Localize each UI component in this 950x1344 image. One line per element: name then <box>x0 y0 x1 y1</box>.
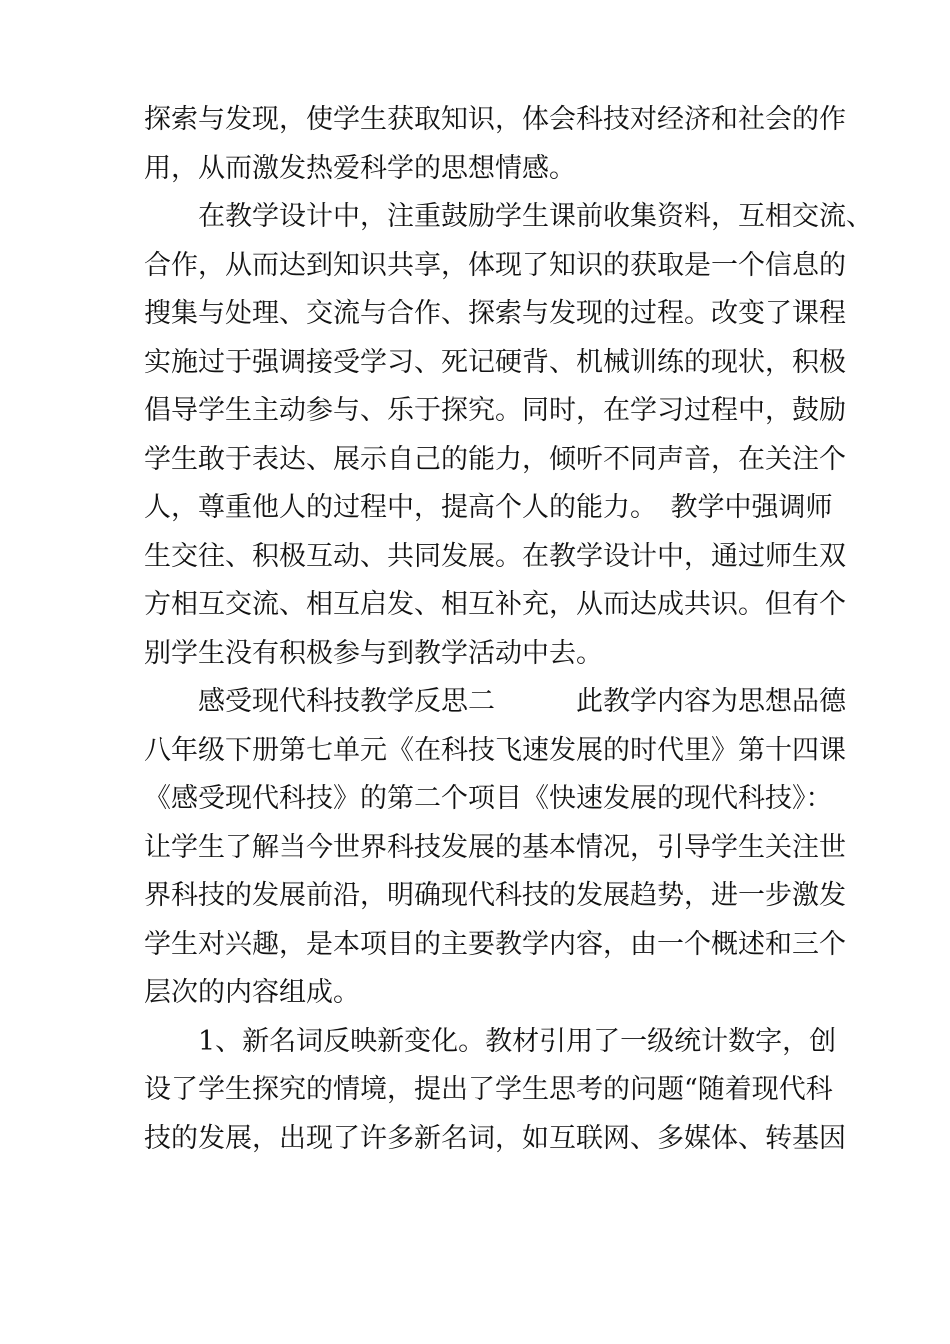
text-line: 方相互交流、相互启发、相互补充，从而达成共识。但有个 <box>144 589 846 620</box>
text-line: 界科技的发展前沿，明确现代科技的发展趋势，进一步激发 <box>144 880 846 911</box>
text-line: 八年级下册第七单元《在科技飞速发展的时代里》第十四课 <box>144 734 846 766</box>
text-line: 感受现代科技教学反思二 此教学内容为思想品德 <box>144 686 846 717</box>
text-line: 设了学生探究的情境，提出了学生思考的问题“随着现代科 <box>144 1074 833 1105</box>
text-line: 合作，从而达到知识共享，体现了知识的获取是一个信息的 <box>144 249 846 281</box>
text-line: 技的发展，出现了许多新名词，如互联网、多媒体、转基因 <box>144 1122 846 1154</box>
text-line: 1、新名词反映新变化。教材引用了一级统计数字，创 <box>144 1025 837 1057</box>
text-line: 倡导学生主动参与、乐于探究。同时，在学习过程中，鼓励 <box>144 395 846 426</box>
text-line: 让学生了解当今世界科技发展的基本情况，引导学生关注世 <box>144 831 846 863</box>
text-line: 人，尊重他人的过程中，提高个人的能力。 教学中强调师 <box>144 492 833 523</box>
text-line: 学生对兴趣，是本项目的主要教学内容，由一个概述和三个 <box>144 928 846 960</box>
text-line: 用，从而激发热爱科学的思想情感。 <box>144 152 576 184</box>
text-line: 探索与发现，使学生获取知识，体会科技对经济和社会的作 <box>144 104 846 135</box>
text-line: 生交往、积极互动、共同发展。在教学设计中，通过师生双 <box>144 540 846 572</box>
text-line: 《感受现代科技》的第二个项目《快速发展的现代科技》： <box>144 783 833 814</box>
text-line: 实施过于强调接受学习、死记硬背、机械训练的现状，积极 <box>144 346 846 378</box>
text-line: 学生敢于表达、展示自己的能力，倾听不同声音，在关注个 <box>144 443 846 475</box>
text-line: 在教学设计中，注重鼓励学生课前收集资料，互相交流、 <box>144 201 873 232</box>
text-line: 搜集与处理、交流与合作、探索与发现的过程。改变了课程 <box>144 298 846 329</box>
body-text <box>144 96 873 1163</box>
text-line: 别学生没有积极参与到教学活动中去。 <box>144 637 603 669</box>
text-line: 层次的内容组成。 <box>144 977 360 1008</box>
